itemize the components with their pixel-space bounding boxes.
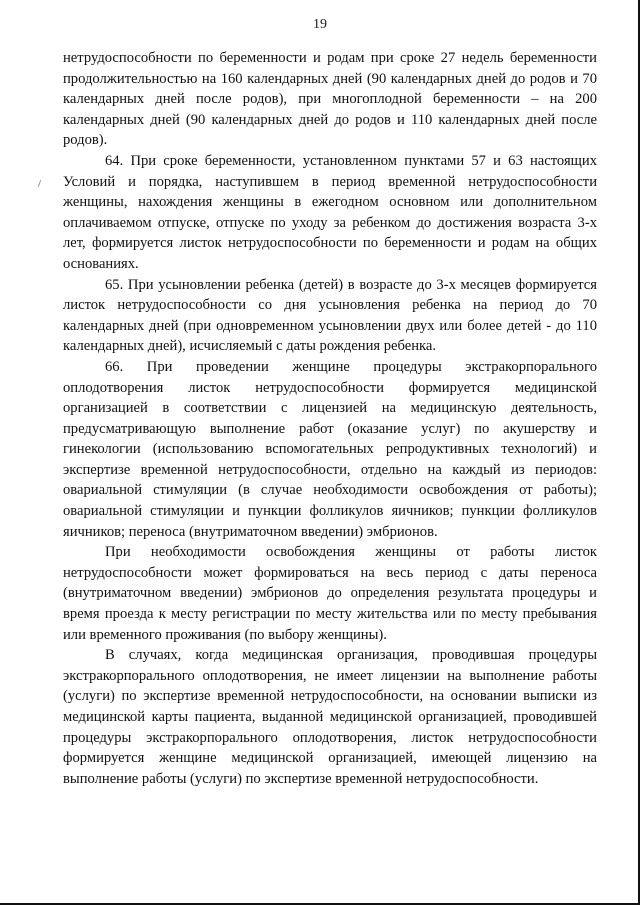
paragraph-no-license-case: В случаях, когда медицинская организация, проводившая процедуры экстракорпорального оплодотворения, не имеет лицензии на выполнение работы (услуги) по экспертизе временной нетрудоспособности, на основании выписки из медицинской карты пациента, выданной медицинской организацией, проводившей процедуры экстракорпорального оплодотворения, листок нетрудоспособности формируется женщине медицинской организацией, имеющей лицензию на выполнение работы (услуги) по экспертизе временной нетрудоспособности. bbox=[63, 647, 597, 787]
paragraph-continuation: нетрудоспособности по беременности и родам при сроке 27 недель беременности продолжительностью на 160 календарных дней (90 календарных дней до родов и 70 календарных дней после родов), при многоплодной беременности – на 200 календарных дней (90 календарных дней до родов и 110 календарных дней после родов). bbox=[63, 50, 597, 149]
paragraph-65: 65. При усыновлении ребенка (детей) в возрасте до 3-х месяцев формируется листок нетрудоспособности со дня усыновления ребенка на период до 70 календарных дней (при одновременном усыновлении двух или более детей - до 110 календарных дней), исчисляемый с даты рождения ребенка. bbox=[63, 276, 597, 355]
document-body bbox=[63, 48, 597, 789]
margin-mark bbox=[38, 180, 41, 187]
page-number: 19 bbox=[313, 17, 327, 32]
paragraph-64: 64. При сроке беременности, установленном пунктами 57 и 63 настоящих Условий и порядка, наступившем в период временной нетрудоспособности женщины, нахождения женщины в ежегодном основном или дополнительном оплачиваемом отпуске, отпуске по уходу за ребенком до достижения возраста 3-х лет, формируется листок нетрудоспособности по беременности и родам на общих основаниях. bbox=[63, 152, 597, 272]
paragraph-66: 66. При проведении женщине процедуры экстракорпорального оплодотворения листок нетрудоспособности формируется медицинской организацией в соответствии с лицензией на медицинскую деятельность, предусматривающую выполнение работ (оказание услуг) по акушерству и гинекологии (использованию вспомогательных репродуктивных технологий) и экспертизе временной нетрудоспособности, отдельно на каждый из периодов: овариальной стимуляции (в случае необходимости освобождения от работы); овариальной стимуляции и пункции фолликулов яичников; пункции фолликулов яичников; переноса (внутриматочном введении) эмбрионов. bbox=[63, 358, 597, 540]
paragraph-release-from-work: При необходимости освобождения женщины от работы листок нетрудоспособности может формироваться на весь период с даты переноса (внутриматочном введении) эмбрионов до определения результата процедуры и время проезда к месту регистрации по месту жительства или по месту пребывания или временного проживания (по выбору женщины). bbox=[63, 544, 597, 643]
